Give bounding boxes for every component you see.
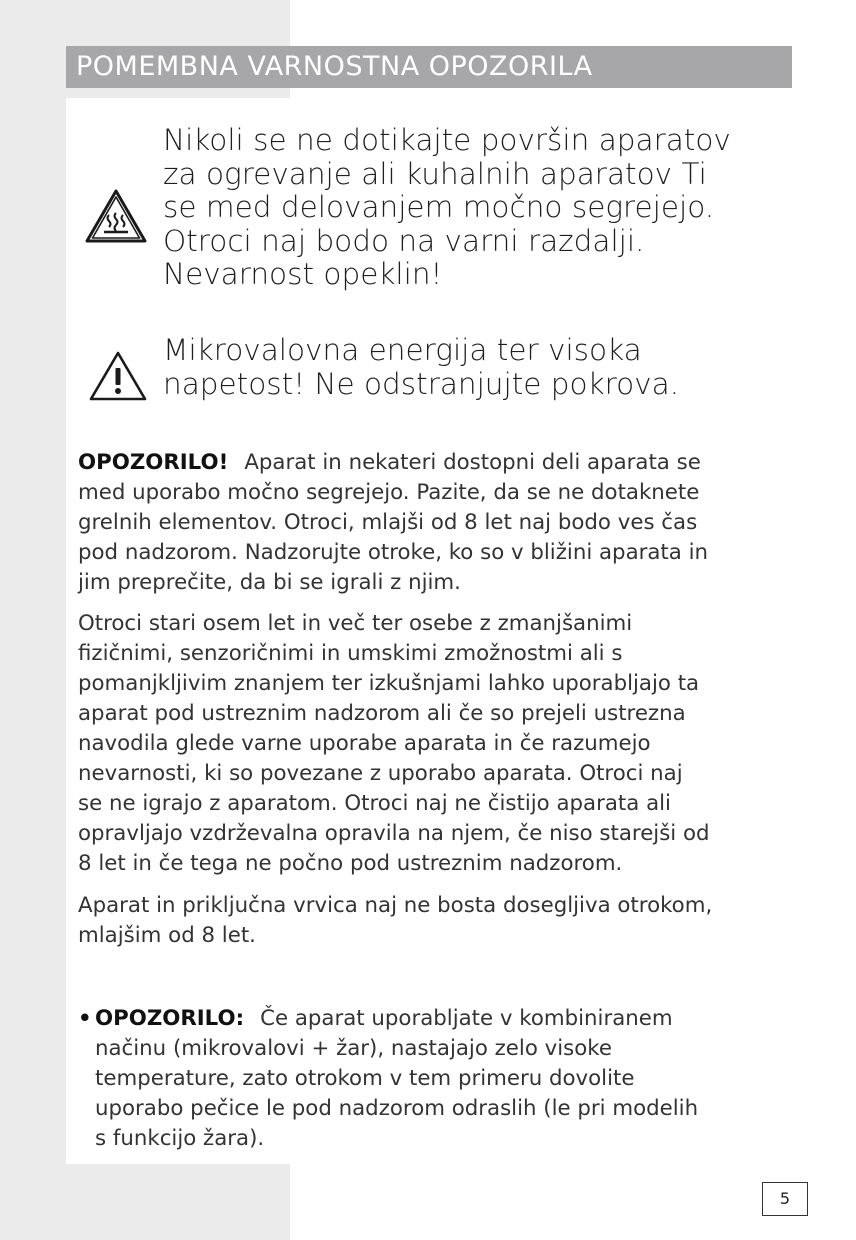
warning-paragraph: OPOZORILO! Aparat in nekateri dostopni deli aparata se med uporabo močno segrejejo. Pazite, da se ne dotaknete grelnih elementov. Otroci, mlajši od 8 let naj bodo ves čas pod nadzorom. Nadzorujte otroke, ko so v bližini aparata in jim preprečite, da bi se igrali z njim.	[78, 450, 709, 595]
bullet-warning-label: OPOZORILO:	[95, 1006, 245, 1031]
grill-warning-bullet: • OPOZORILO: Če aparat uporabljate v kombiniranem načinu (mikrovalovi + žar), nastajajo zelo visoke temperature, zato otrokom v tem primeru dovolite uporabo pečice le pod nadzorom odraslih (le pri modelih s funkcijo žara).	[78, 1006, 699, 1151]
exclamation-warning-icon	[88, 350, 148, 406]
power-cord-paragraph: Aparat in priključna vrvica naj ne bosta dosegljiva otrokom, mlajšim od 8 let.	[78, 893, 713, 948]
bullet-marker: •	[78, 1006, 92, 1031]
hot-surface-warning-icon	[84, 188, 148, 248]
section-title: POMEMBNA VARNOSTNA OPOZORILA	[66, 46, 792, 88]
warning-label: OPOZORILO!	[78, 450, 229, 475]
page-number: 5	[762, 1182, 808, 1216]
high-voltage-warning-text: Mikrovalovna energija ter visoka napetost! Ne odstranjujte pokrova.	[163, 333, 680, 401]
hot-surface-warning-text: Nikoli se ne dotikajte površin aparatov za ogrevanje ali kuhalnih aparatov Ti se med delovanjem močno segrejejo. Otroci naj bodo na varni razdalji. Nevarnost opeklin!	[163, 123, 731, 291]
children-supervision-paragraph: Otroci stari osem let in več ter osebe z zmanjšanimi fizičnimi, senzoričnimi in umskimi zmožnostmi ali s pomanjkljivim znanjem ter izkušnjami lahko uporabljajo ta aparat pod ustreznim nadzorom ali če so prejeli ustrezna navodila glede varne uporabe aparata in če razumejo nevarnosti, ki so povezane z uporabo aparata. Otroci naj se ne igrajo z aparatom. Otroci naj ne čistijo aparata ali opravljajo vzdrževalna opravila na njem, če niso starejši od 8 let in če tega ne počno pod ustreznim nadzorom.	[78, 611, 710, 876]
